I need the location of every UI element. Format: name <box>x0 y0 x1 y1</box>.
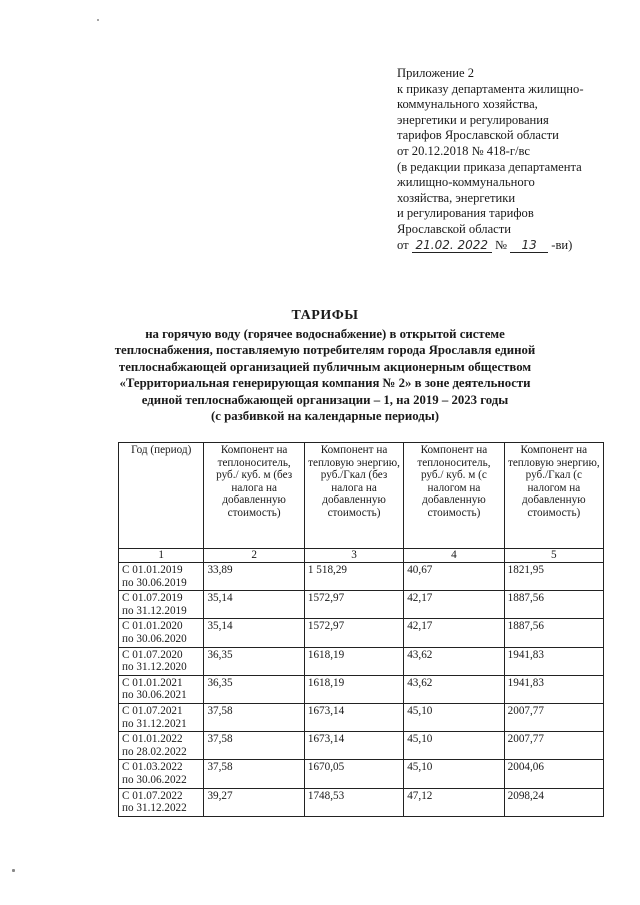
coolant-vat-cell: 47,12 <box>404 788 504 816</box>
table-row <box>119 647 604 675</box>
energy-vat-cell: 2098,24 <box>504 788 603 816</box>
table-row <box>119 675 604 703</box>
period-cell <box>119 647 204 675</box>
amendment-number-sign: № <box>494 237 507 252</box>
period-from: С 01.07.2022 <box>122 789 183 802</box>
table-row <box>119 703 604 731</box>
annex-line: Ярославской области <box>397 221 511 236</box>
energy-vat-cell: 2004,06 <box>504 760 603 788</box>
period-to: по 31.12.2021 <box>122 717 187 730</box>
title-line: (с разбивкой на календарные периоды) <box>210 409 440 423</box>
period-cell <box>119 788 204 816</box>
title-line: «Территориальная генерирующая компания № 2» в зоне деятельности <box>119 376 531 390</box>
coolant-vat-cell: 42,17 <box>404 591 504 619</box>
amendment-number: 13 <box>510 239 548 253</box>
energy-no-vat-cell: 1572,97 <box>304 619 403 647</box>
energy-vat-cell: 2007,77 <box>504 732 603 760</box>
amendment-suffix: -ви) <box>551 237 573 252</box>
title-line: теплоснабжающей организацией публичным акционерным обществом <box>118 359 532 374</box>
coolant-no-vat-cell: 36,35 <box>204 675 304 703</box>
energy-vat-cell: 1941,83 <box>504 647 603 675</box>
coolant-no-vat-cell: 35,14 <box>204 591 304 619</box>
table-header-row <box>119 443 604 549</box>
energy-vat-cell: 1821,95 <box>504 563 603 591</box>
period-cell <box>119 675 204 703</box>
annex-line: энергетики и регулирования <box>397 112 549 127</box>
period-from: С 01.01.2022 <box>122 733 183 746</box>
title-line: на горячую воду (горячее водоснабжение) в открытой системе <box>145 326 505 341</box>
column-number: 4 <box>404 549 504 563</box>
coolant-vat-cell: 40,67 <box>404 563 504 591</box>
period-to: по 31.12.2020 <box>122 661 187 674</box>
coolant-no-vat-cell: 36,35 <box>204 647 304 675</box>
coolant-vat-cell: 45,10 <box>404 732 504 760</box>
energy-vat-cell: 2007,77 <box>504 703 603 731</box>
period-cell <box>119 732 204 760</box>
coolant-no-vat-cell: 35,14 <box>204 619 304 647</box>
column-number: 3 <box>304 549 403 563</box>
header-period: Год (период) <box>119 443 204 549</box>
energy-no-vat-cell: 1670,05 <box>304 760 403 788</box>
energy-vat-cell: 1887,56 <box>504 591 603 619</box>
scan-speck <box>97 19 99 21</box>
coolant-no-vat-cell: 37,58 <box>204 732 304 760</box>
period-cell <box>119 563 204 591</box>
annex-line: коммунального хозяйства, <box>397 97 538 112</box>
period-to: по 30.06.2020 <box>122 632 187 645</box>
coolant-no-vat-cell: 37,58 <box>204 760 304 788</box>
period-from: С 01.01.2021 <box>122 676 183 689</box>
energy-no-vat-cell: 1618,19 <box>304 675 403 703</box>
header-energy-vat: Компонент на тепловую энергию, руб./Гкал (с налогом на добавленную стоимость) <box>504 443 603 549</box>
coolant-no-vat-cell: 37,58 <box>204 703 304 731</box>
period-from: С 01.07.2019 <box>122 592 183 605</box>
amendment-prefix: от <box>397 237 409 252</box>
coolant-vat-cell: 42,17 <box>404 619 504 647</box>
annex-line: жилищно-коммунального <box>397 175 535 190</box>
table-row <box>119 760 604 788</box>
period-to: по 31.12.2019 <box>122 604 187 617</box>
period-cell <box>119 591 204 619</box>
coolant-no-vat-cell: 39,27 <box>204 788 304 816</box>
period-cell <box>119 619 204 647</box>
header-coolant-vat: Компонент на теплоноситель, руб./ куб. м (с налогом на добавленную стоимость) <box>404 443 504 549</box>
amendment-line <box>397 238 633 254</box>
period-from: С 01.07.2021 <box>122 704 183 717</box>
header-energy-no-vat: Компонент на тепловую энергию, руб./Гкал (без налога на добавленную стоимость) <box>304 443 403 549</box>
energy-no-vat-cell: 1 518,29 <box>304 563 403 591</box>
annex-line: хозяйства, энергетики <box>397 190 516 205</box>
document-title <box>105 308 545 425</box>
table-row <box>119 788 604 816</box>
energy-vat-cell: 1887,56 <box>504 619 603 647</box>
period-from: С 01.01.2020 <box>122 620 183 633</box>
annex-line: от 20.12.2018 № 418-г/вс <box>397 143 530 158</box>
annex-line: Приложение 2 <box>397 66 475 80</box>
period-from: С 01.01.2019 <box>122 564 183 576</box>
coolant-vat-cell: 43,62 <box>404 647 504 675</box>
annex-line: к приказу департамента жилищно- <box>397 81 584 96</box>
energy-no-vat-cell: 1673,14 <box>304 732 403 760</box>
annex-line: и регулирования тарифов <box>397 206 534 221</box>
coolant-vat-cell: 43,62 <box>404 675 504 703</box>
period-to: по 30.06.2021 <box>122 689 187 702</box>
energy-no-vat-cell: 1618,19 <box>304 647 403 675</box>
title-line: теплоснабжения, поставляемую потребителям города Ярославля единой <box>114 343 536 357</box>
coolant-vat-cell: 45,10 <box>404 760 504 788</box>
column-number: 1 <box>119 549 204 563</box>
energy-no-vat-cell: 1673,14 <box>304 703 403 731</box>
table-row <box>119 563 604 591</box>
period-from: С 01.07.2020 <box>122 648 183 661</box>
title-line: единой теплоснабжающей организации – 1, на 2019 – 2023 годы <box>141 392 509 407</box>
period-to: по 30.06.2019 <box>122 576 187 589</box>
table-row <box>119 619 604 647</box>
scan-speck <box>12 869 15 872</box>
coolant-no-vat-cell: 33,89 <box>204 563 304 591</box>
period-to: по 30.06.2022 <box>122 773 187 786</box>
period-cell <box>119 703 204 731</box>
annex-line: (в редакции приказа департамента <box>397 159 582 174</box>
period-from: С 01.03.2022 <box>122 761 183 774</box>
tariffs-table <box>118 442 604 817</box>
period-cell <box>119 760 204 788</box>
energy-no-vat-cell: 1748,53 <box>304 788 403 816</box>
table-row <box>119 591 604 619</box>
header-coolant-no-vat: Компонент на теплоноситель, руб./ куб. м (без налога на добавленную стоимость) <box>204 443 304 549</box>
annex-line: тарифов Ярославской области <box>397 128 559 143</box>
column-number-row <box>119 549 604 563</box>
period-to: по 28.02.2022 <box>122 745 187 758</box>
table-row <box>119 732 604 760</box>
coolant-vat-cell: 45,10 <box>404 703 504 731</box>
energy-vat-cell: 1941,83 <box>504 675 603 703</box>
column-number: 2 <box>204 549 304 563</box>
amendment-date: 21.02. 2022 <box>412 239 492 253</box>
column-number: 5 <box>504 549 603 563</box>
title-main: ТАРИФЫ <box>291 308 359 323</box>
energy-no-vat-cell: 1572,97 <box>304 591 403 619</box>
period-to: по 31.12.2022 <box>122 802 187 815</box>
annex-block <box>397 66 633 253</box>
